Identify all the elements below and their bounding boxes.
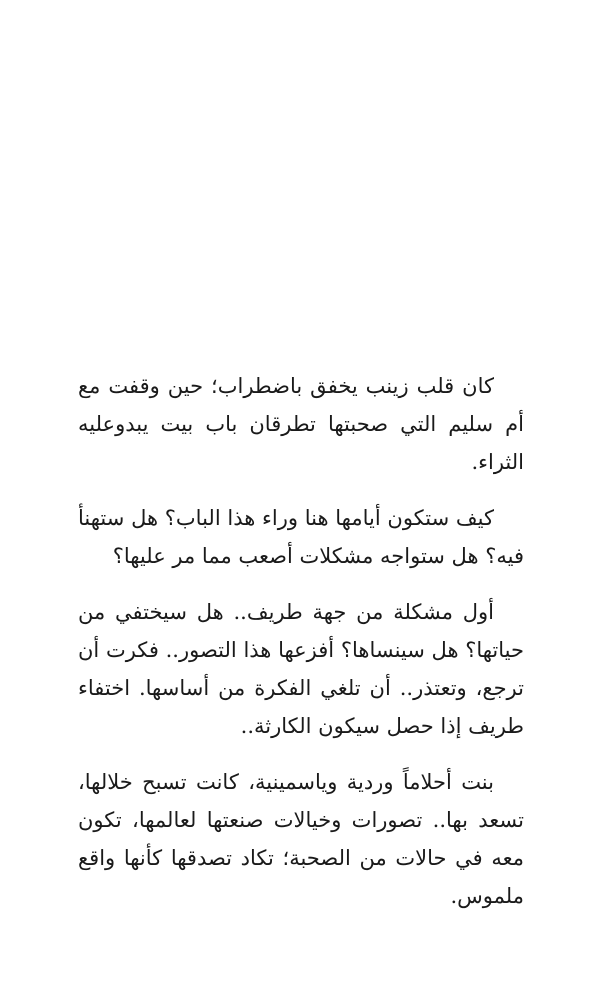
paragraph-3: أول مشكلة من جهة طريف.. هل سيختفي من حياتها؟ هل سينساها؟ أفزعها هذا التصور.. فكرت أن ترجع، وتعتذر.. أن تلغي الفكرة من أساسها. اختفاء طريف إذا حصل سيكون الكارثة.. <box>78 600 524 738</box>
paragraph-2: كيف ستكون أيامها هنا وراء هذا الباب؟ هل ستهنأ فيه؟ هل ستواجه مشكلات أصعب مما مر عليها؟ <box>78 506 524 568</box>
paragraph-4: بنت أحلاماً وردية وياسمينية، كانت تسبح خلالها، تسعد بها.. تصورات وخيالات صنعتها لعالمها، تكون معه في حالات من الصحبة؛ تكاد تصدقها كأنها واقع ملموس. <box>78 770 524 908</box>
paragraph-1: كان قلب زينب يخفق باضطراب؛ حين وقفت مع أم سليم التي صحبتها تطرقان باب بيت يبدوعليه الثراء. <box>78 374 524 474</box>
chapter-text <box>78 367 524 915</box>
